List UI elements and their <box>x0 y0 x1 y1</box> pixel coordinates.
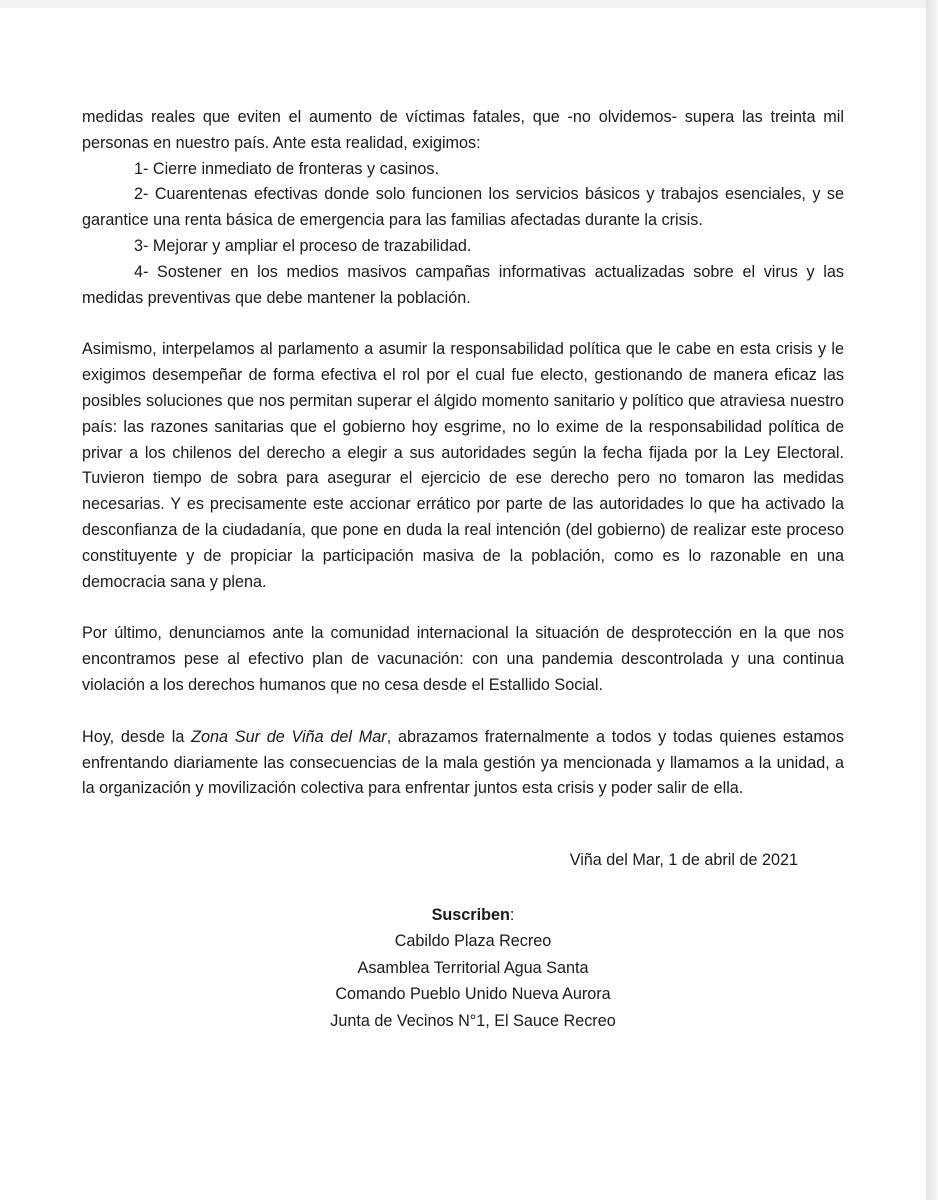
signer-name: Cabildo Plaza Recreo <box>394 932 552 951</box>
parliament-paragraph: Asimismo, interpelamos al parlamento a asumir la responsabilidad política que le cabe en esta crisis y le exigimos desempeñar de forma efectiva el rol por el cual fue electo, gestionando de manera eficaz las posibles soluciones que nos permitan superar el álgido momento sanitario y político que atraviesa nuestro país: las razones sanitarias que el gobierno hoy esgrime, no lo exime de la responsabilidad política de privar a los chilenos del derecho a elegir a sus autoridades según la fecha fijada por la Ley Electoral. Tuvieron tiempo de sobra para asegurar el ejercicio de ese derecho pero no tomaron las medidas necesarias. Y es precisamente este accionar errático por parte de las autoridades lo que ha activado la desconfianza de la ciudadanía, que pone en duda la real intención (del gobierno) de realizar este proceso constituyente y de propiciar la participación masiva de la población, como es lo razonable en una democracia sana y plena. <box>82 340 844 591</box>
page-right-edge <box>926 0 938 1200</box>
intro-paragraph: medidas reales que eviten el aumento de víctimas fatales, que -no olvidemos- supera las treinta mil personas en nuestro país. Ante esta realidad, exigimos: <box>82 108 844 152</box>
closing-place-name: Zona Sur de Viña del Mar <box>191 727 387 746</box>
demands-list <box>82 157 844 312</box>
signers-heading-colon: : <box>509 905 515 924</box>
demand-item: 1- Cierre inmediato de fronteras y casinos. <box>134 159 440 178</box>
demand-item: 3- Mejorar y ampliar el proceso de trazabilidad. <box>134 236 472 255</box>
demand-item: 4- Sostener en los medios masivos campañas informativas actualizadas sobre el virus y las medidas preventivas que debe mantener la población. <box>82 262 844 307</box>
signer-name: Junta de Vecinos N°1, El Sauce Recreo <box>330 1011 616 1030</box>
international-paragraph: Por último, denunciamos ante la comunidad internacional la situación de desprotección en la que nos encontramos pese al efectivo plan de vacunación: con una pandemia descontrolada y una continua violación a los derechos humanos que no cesa desde el Estallido Social. <box>82 624 844 694</box>
demand-item: 2- Cuarentenas efectivas donde solo funcionen los servicios básicos y trabajos esenciales, y se garantice una renta básica de emergencia para las familias afectadas durante la crisis. <box>82 185 844 230</box>
signers-block <box>102 902 844 1035</box>
page-top-edge <box>0 0 926 8</box>
closing-text-end: , abrazamos fraternalmente a todos y todas quienes estamos enfrentando diariamente las consecuencias de la mala gestión ya mencionada y llamamos a la unidad, a la organización y movilización colectiva para enfrentar juntos esta crisis y poder salir de ella. <box>82 727 845 798</box>
signer-name: Comando Pueblo Unido Nueva Aurora <box>335 985 611 1004</box>
letter-date: Viña del Mar, 1 de abril de 2021 <box>569 851 798 870</box>
signers-heading: Suscriben <box>431 905 510 924</box>
letter-body <box>82 105 844 1034</box>
closing-text-start: Hoy, desde la <box>82 727 192 746</box>
signer-name: Asamblea Territorial Agua Santa <box>357 958 589 977</box>
closing-paragraph <box>82 725 844 802</box>
